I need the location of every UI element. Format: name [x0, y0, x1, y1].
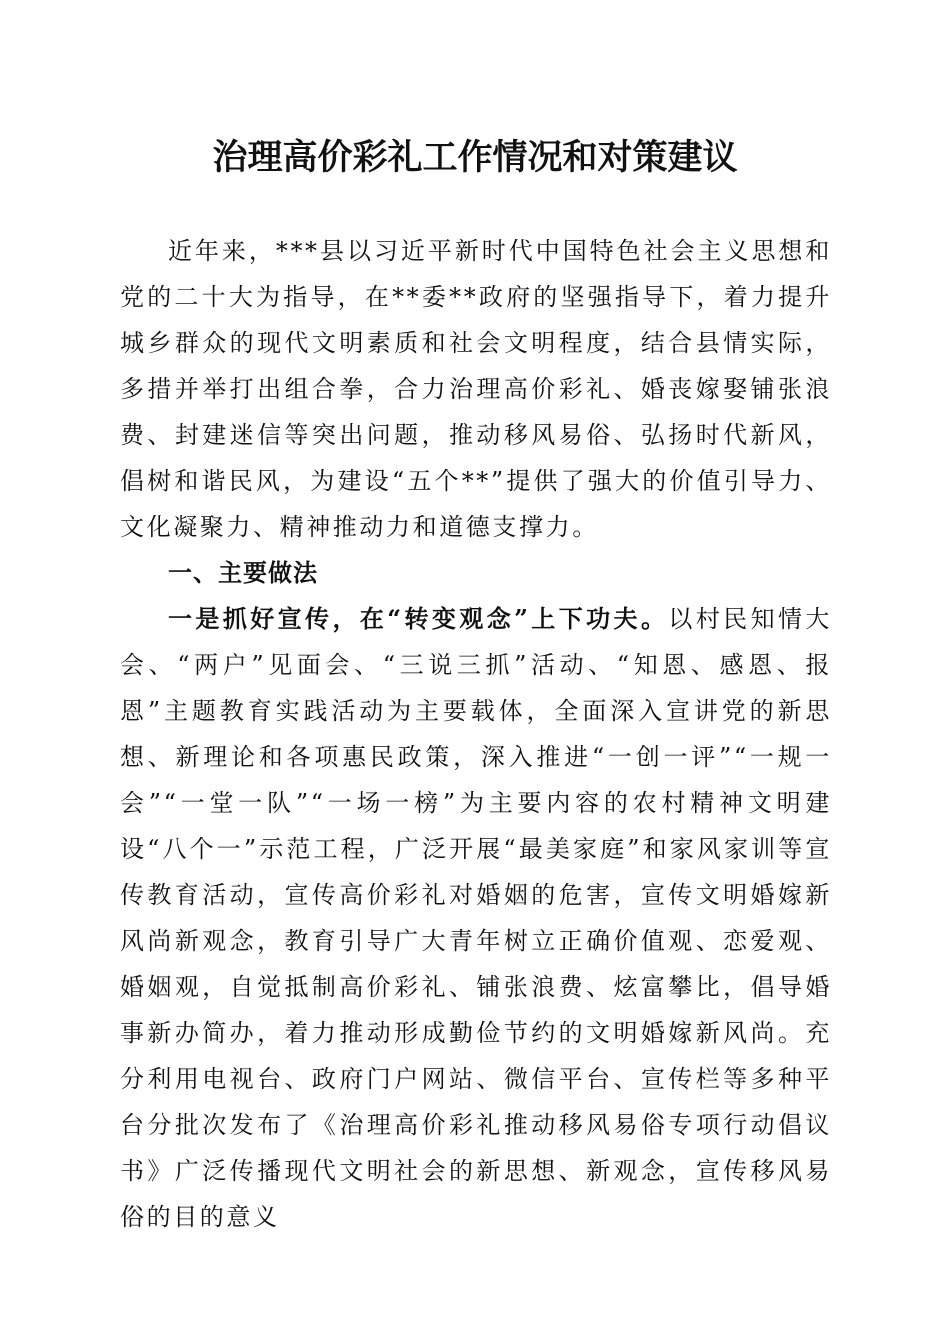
document-title: 治理高价彩礼工作情况和对策建议	[212, 137, 738, 178]
paragraph-1-body: 以村民知情大会、“两户”见面会、“三说三抓”活动、“知恩、感恩、报恩”主题教育实践活动为主要载体，全面深入宣讲党的新思想、新理论和各项惠民政策，深入推进“一创一评”“一规一会”“一堂一队”“一场一榜”为主要内容的农村精神文明建设“八个一”示范工程，广泛开展“最美家庭”和家风家训等宣传教育活动，宣传高价彩礼对婚姻的危害，宣传文明婚嫁新风尚新观念，教育引导广大青年树立正确价值观、恋爱观、婚姻观，自觉抵制高价彩礼、铺张浪费、炫富攀比，倡导婚事新办简办，着力推动形成勤俭节约的文明婚嫁新风尚。充分利用电视台、政府门户网站、微信平台、宣传栏等多种平台分批次发布了《治理高价彩礼推动移风易俗专项行动倡议书》广泛传播现代文明社会的新思想、新观念，宣传移风易俗的目的意义	[120, 605, 832, 1231]
document-body	[120, 228, 832, 1240]
section-heading: 一、主要做法	[168, 559, 318, 587]
intro-paragraph: 近年来，***县以习近平新时代中国特色社会主义思想和党的二十大为指导，在**委**政府的坚强指导下，着力提升城乡群众的现代文明素质和社会文明程度，结合县情实际，多措并举打出组合拳，合力治理高价彩礼、婚丧嫁娶铺张浪费、封建迷信等突出问题，推动移风易俗、弘扬时代新风，倡树和谐民风，为建设“五个**”提供了强大的价值引导力、文化凝聚力、精神推动力和道德支撑力。	[120, 237, 832, 541]
paragraph-1-lead: 一是抓好宣传，在“转变观念”上下功夫。	[168, 604, 669, 633]
paragraph-1	[120, 596, 832, 1240]
